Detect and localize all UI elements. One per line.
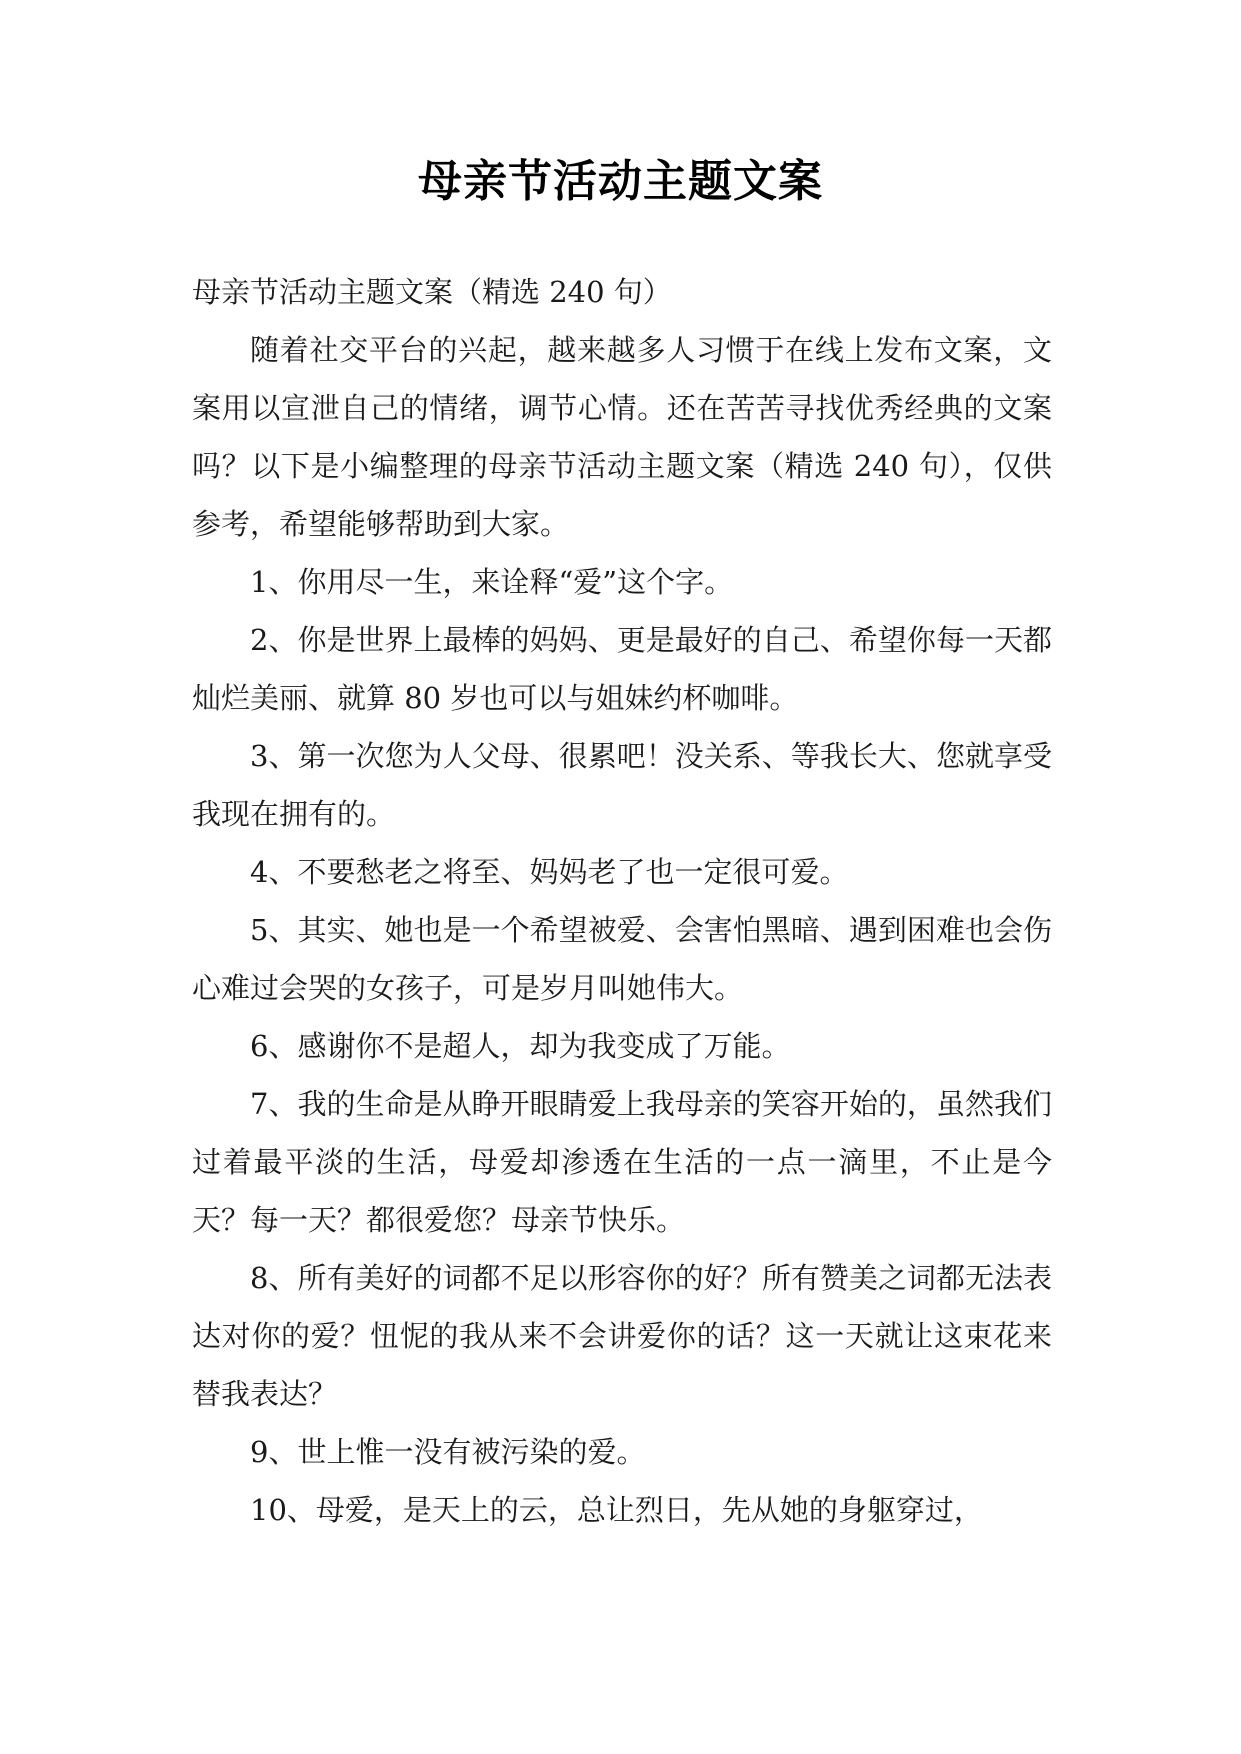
list-item: 8、所有美好的词都不足以形容你的好？所有赞美之词都无法表达对你的爱？忸怩的我从来不会讲爱你的话？这一天就让这束花来替我表达？ [192,1261,1052,1411]
list-item: 10、母爱，是天上的云，总让烈日，先从她的身躯穿过， [250,1493,983,1527]
document-title: 母亲节活动主题文案 [418,156,823,207]
list-item: 2、你是世界上最棒的妈妈、更是最好的自己、希望你每一天都灿烂美丽、就算 80 岁也可以与姐妹约杯咖啡。 [192,623,1052,715]
list-item: 3、第一次您为人父母、很累吧！没关系、等我长大、您就享受我现在拥有的。 [192,739,1052,831]
document-subtitle: 母亲节活动主题文案（精选 240 句） [192,275,672,309]
document-body [192,263,1052,1539]
list-item: 1、你用尽一生，来诠释“爱”这个字。 [250,565,734,599]
list-item: 5、其实、她也是一个希望被爱、会害怕黑暗、遇到困难也会伤心难过会哭的女孩子，可是岁月叫她伟大。 [192,913,1052,1005]
list-item: 7、我的生命是从睁开眼睛爱上我母亲的笑容开始的，虽然我们过着最平淡的生活，母爱却渗透在生活的一点一滴里，不止是今天？每一天？都很爱您？母亲节快乐。 [192,1087,1052,1237]
list-item: 9、世上惟一没有被污染的爱。 [250,1435,646,1469]
intro-paragraph: 随着社交平台的兴起，越来越多人习惯于在线上发布文案，文案用以宣泄自己的情绪，调节心情。还在苦苦寻找优秀经典的文案吗？以下是小编整理的母亲节活动主题文案（精选 240 句），仅供参考，希望能够帮助到大家。 [192,333,1052,541]
list-item: 4、不要愁老之将至、妈妈老了也一定很可爱。 [250,855,849,889]
list-item: 6、感谢你不是超人，却为我变成了万能。 [250,1029,791,1063]
